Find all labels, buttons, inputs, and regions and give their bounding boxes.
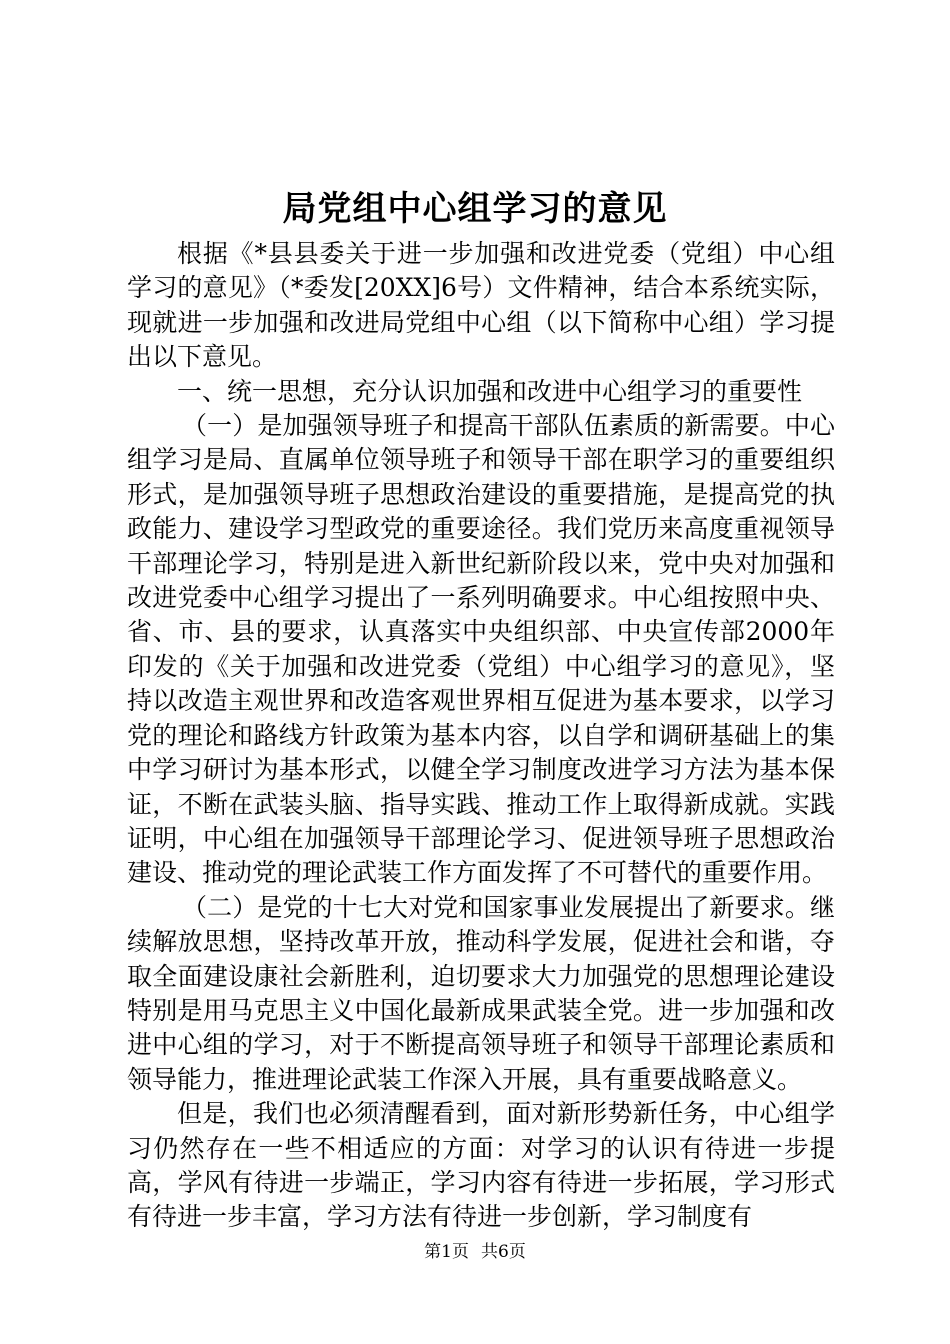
body-paragraph: 但是，我们也必须清醒看到，面对新形势新任务，中心组学习仍然存在一些不相适应的方面：对学习的认识有待进一步提高，学风有待进一步端正，学习内容有待进一步拓展，学习形式有待进一步丰富，学习方法有待进一步创新，学习制度有 (127, 1099, 835, 1232)
section-heading-1: 一、统一思想，充分认识加强和改进中心组学习的重要性 (177, 376, 803, 406)
intro-paragraph: 根据《*县县委关于进一步加强和改进党委（党组）中心组学习的意见》（*委发[20XX]6号）文件精神，结合本系统实际，现就进一步加强和改进局党组中心组（以下简称中心组）学习提出以下意见。 (127, 239, 835, 372)
page-footer (0, 1240, 950, 1264)
document-body (127, 237, 835, 1235)
subsection-paragraph-1: （一）是加强领导班子和提高干部队伍素质的新需要。中心组学习是局、直属单位领导班子和领导干部在职学习的重要组织形式，是加强领导班子思想政治建设的重要措施，是提高党的执政能力、建设学习型政党的重要途径。我们党历来高度重视领导干部理论学习，特别是进入新世纪新阶段以来，党中央对加强和改进党委中心组学习提出了一系列明确要求。中心组按照中央、省、市、县的要求，认真落实中央组织部、中央宣传部2000年印发的《关于加强和改进党委（党组）中心组学习的意见》，坚持以改造主观世界和改造客观世界相互促进为基本要求，以学习党的理论和路线方针政策为基本内容，以自学和调研基础上的集中学习研讨为基本形式，以健全学习制度改进学习方法为基本保证，不断在武装头脑、指导实践、推动工作上取得新成就。实践证明，中心组在加强领导干部理论学习、促进领导班子思想政治建设、推动党的理论武装工作方面发挥了不可替代的重要作用。 (127, 411, 835, 888)
document-title: 局党组中心组学习的意见 (282, 189, 668, 229)
page-number: 第1页 (424, 1242, 469, 1262)
subsection-paragraph-2: （二）是党的十七大对党和国家事业发展提出了新要求。继续解放思想，坚持改革开放，推动科学发展，促进社会和谐，夺取全面建设康社会新胜利，迫切要求大力加强党的思想理论建设特别是用马克思主义中国化最新成果武装全党。进一步加强和改进中心组的学习，对于不断提高领导班子和领导干部理论素质和领导能力，推进理论武装工作深入开展，具有重要战略意义。 (127, 892, 835, 1094)
page-count: 共6页 (481, 1242, 526, 1262)
